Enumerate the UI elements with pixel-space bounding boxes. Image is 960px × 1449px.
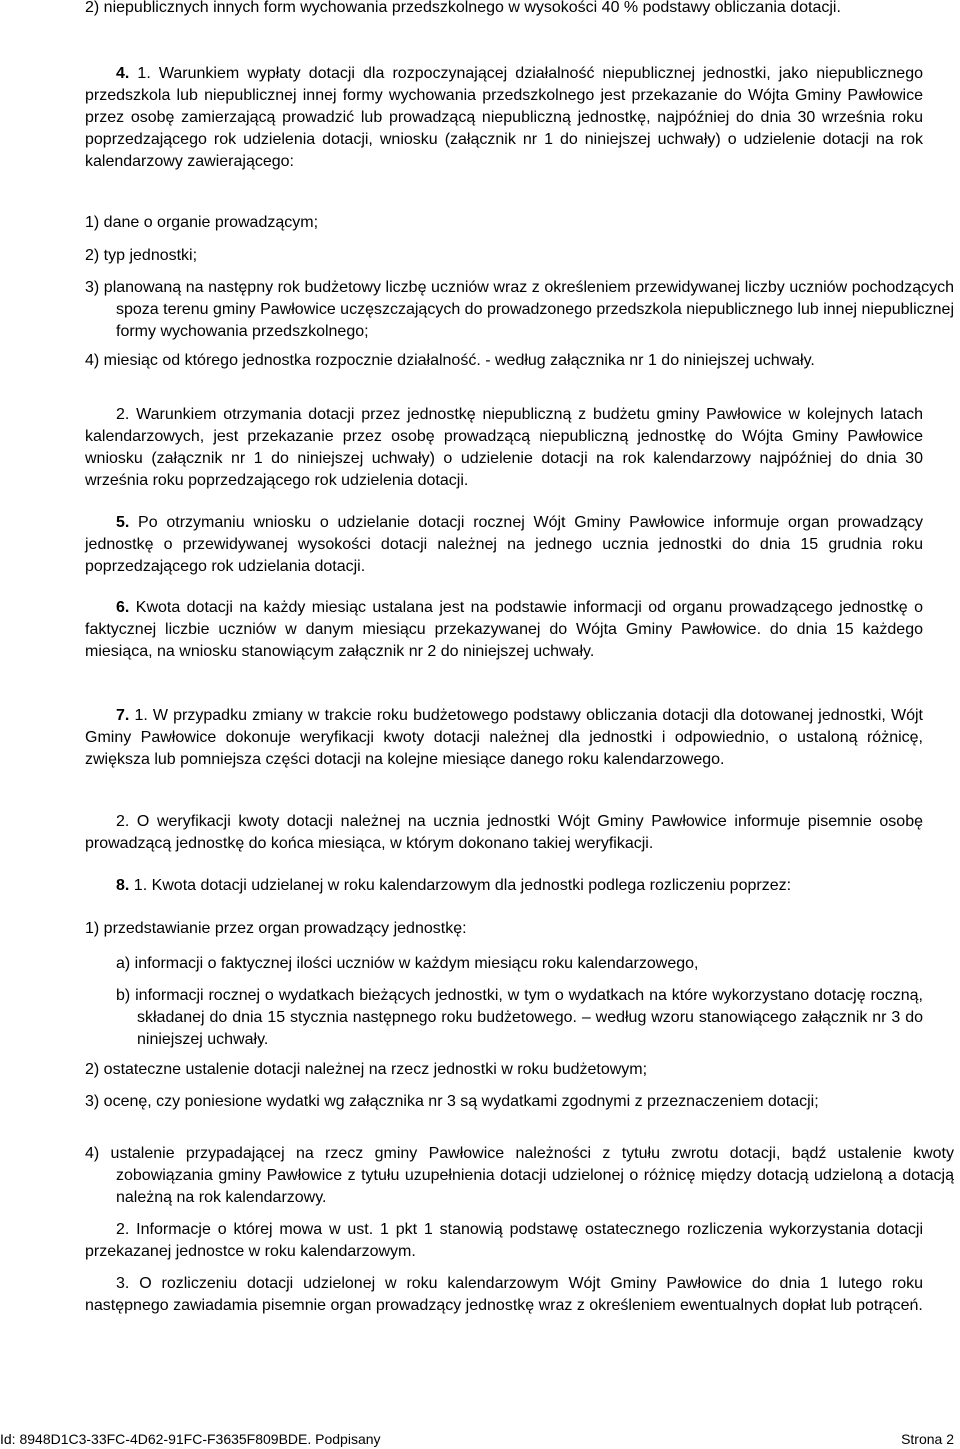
section-4-paragraph-1: 4. 1. Warunkiem wypłaty dotacji dla rozpoczynającej działalność niepublicznej jednostki, jako niepublicznego przedszkola lub niepublicznej innej formy wychowania przedszkolnego jest przekazanie do Wójta Gminy Pawłowice przez osobę zamierzającą prowadzić lub prowadzącą niepubliczną jednostkę, najpóźniej do dnia 30 września roku poprzedzającego rok udzielenia dotacji, wniosku (załącznik nr 1 do niniejszej uchwały) o udzielenie dotacji na rok kalendarzowy zawierającego:	[85, 65, 923, 170]
section-8-paragraph-1: 8. 1. Kwota dotacji udzielanej w roku kalendarzowym dla jednostki podlega rozliczeniu poprzez:	[116, 877, 792, 894]
section-4-item-1: 1) dane o organie prowadzącym;	[85, 214, 319, 231]
section-4-item-3: 3) planowaną na następny rok budżetowy liczbę uczniów wraz z określeniem przewidywanej liczby uczniów pochodzących spoza terenu gminy Pawłowice uczęszczających do prowadzonego przedszkola niepublicznego lub innej niepublicznej formy wychowania przedszkolnego;	[85, 279, 954, 340]
section-5-number: 5.	[116, 514, 130, 531]
paragraph-top: 2) niepublicznych innych form wychowania przedszkolnego w wysokości 40 % podstawy obliczania dotacji.	[85, 0, 841, 16]
section-7-paragraph-2: 2. O weryfikacji kwoty dotacji należnej na ucznia jednostki Wójt Gminy Pawłowice informuje pisemnie osobę prowadzącą jednostkę do końca miesiąca, w którym dokonano takiej weryfikacji.	[85, 813, 923, 852]
section-8-paragraph-3: 3. O rozliczeniu dotacji udzielonej w roku kalendarzowym Wójt Gminy Pawłowice do dnia 1 lutego roku następnego zawiadamia pisemnie organ prowadzący jednostkę wraz z określeniem ewentualnych dopłat lub potrąceń.	[85, 1275, 923, 1314]
section-4-number: 4.	[116, 65, 130, 82]
page-number: Strona 2	[901, 1431, 954, 1447]
section-8-item-2: 2) ostateczne ustalenie dotacji należnej na rzecz jednostki w roku budżetowym;	[85, 1061, 648, 1078]
section-7-paragraph-1: 7. 1. W przypadku zmiany w trakcie roku budżetowego podstawy obliczania dotacji dla dotowanej jednostki, Wójt Gminy Pawłowice dokonuje weryfikacji kwoty dotacji należnej dla jednostki i odpowiednio, o ustaloną różnicę, zwiększa lub pomniejsza części dotacji na kolejne miesiące danego roku kalendarzowego.	[85, 707, 923, 768]
section-4-item-2: 2) typ jednostki;	[85, 247, 198, 264]
section-4-item-4: 4) miesiąc od którego jednostka rozpocznie działalność. - według załącznika nr 1 do niniejszej uchwały.	[85, 352, 815, 369]
section-6-number: 6.	[116, 599, 130, 616]
section-8-paragraph-2: 2. Informacje o której mowa w ust. 1 pkt 1 stanowią podstawę ostatecznego rozliczenia wykorzystania dotacji przekazanej jednostce w roku kalendarzowym.	[85, 1221, 923, 1260]
section-8-item-1b: b) informacji rocznej o wydatkach bieżących jednostki, w tym o wydatkach na które wykorzystano dotację roczną, składanej do dnia 15 stycznia następnego roku budżetowego. – według wzoru stanowiącego załącznik nr 3 do niniejszej uchwały.	[116, 987, 923, 1048]
section-8-item-1: 1) przedstawianie przez organ prowadzący jednostkę:	[85, 920, 467, 937]
document-id: Id: 8948D1C3-33FC-4D62-91FC-F3635F809BDE. Podpisany	[0, 1431, 381, 1447]
section-5-paragraph: 5. Po otrzymaniu wniosku o udzielanie dotacji rocznej Wójt Gminy Pawłowice informuje organ prowadzący jednostkę o przewidywanej wysokości dotacji należnej na jednego ucznia jednostki do dnia 15 grudnia roku poprzedzającego rok udzielania dotacji.	[85, 514, 923, 575]
section-8-item-1a: a) informacji o faktycznej ilości uczniów w każdym miesiącu roku kalendarzowego,	[116, 955, 699, 972]
section-6-paragraph: 6. Kwota dotacji na każdy miesiąc ustalana jest na podstawie informacji od organu prowadzącego jednostkę o faktycznej liczbie uczniów w danym miesiącu przekazywanej do Wójta Gminy Pawłowice. do dnia 15 każdego miesiąca, na wniosku stanowiącym załącznik nr 2 do niniejszej uchwały.	[85, 599, 923, 660]
section-8-item-4: 4) ustalenie przypadającej na rzecz gminy Pawłowice należności z tytułu zwrotu dotacji, bądź ustalenie kwoty zobowiązania gminy Pawłowice z tytułu uzupełnienia dotacji udzielonej o różnicę między dotacją udzieloną a dotacją należną na rok kalendarzowy.	[85, 1145, 954, 1206]
section-8-number: 8.	[116, 877, 130, 894]
section-4-paragraph-2: 2. Warunkiem otrzymania dotacji przez jednostkę niepubliczną z budżetu gminy Pawłowice w kolejnych latach kalendarzowych, jest przekazanie przez osobę prowadzącą niepubliczną jednostkę do Wójta Gminy Pawłowice wniosku (załącznik nr 1 do niniejszej uchwały) o udzielenie dotacji na rok kalendarzowy najpóźniej do dnia 30 września roku poprzedzającego rok udzielenia dotacji.	[85, 406, 923, 489]
section-7-number: 7.	[116, 707, 130, 724]
section-8-item-3: 3) ocenę, czy poniesione wydatki wg załącznika nr 3 są wydatkami zgodnymi z przeznaczeniem dotacji;	[85, 1093, 819, 1110]
